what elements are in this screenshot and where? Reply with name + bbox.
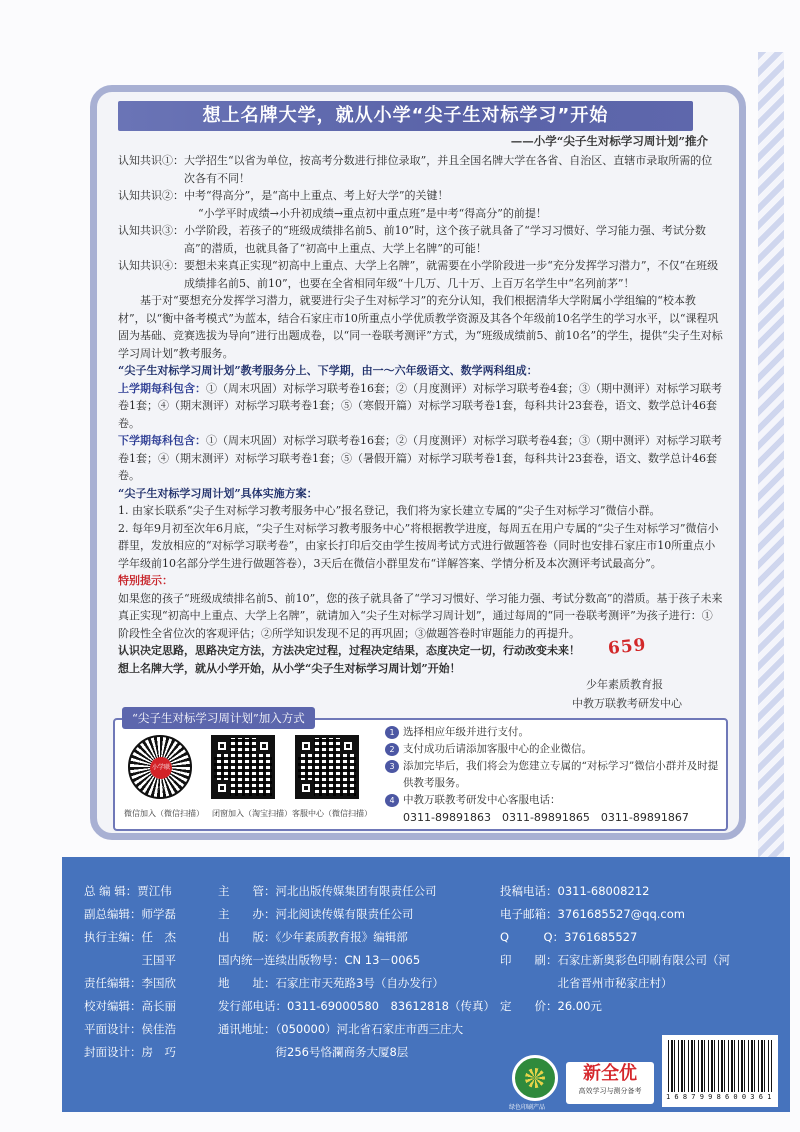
motto-2: 想上名牌大学，就从小学开始，从小学“尖子生对标学习周计划”开始！ — [118, 661, 461, 675]
green-print-badge: 绿色印刷产品 — [512, 1055, 558, 1101]
handwritten-stamp: 659 — [607, 635, 648, 659]
step-4: 4 中教万联教考研发中心客服电话： — [385, 792, 720, 809]
list-item: 1. 由家长联系“尖子生对标学习教考服务中心”报名登记，我们将为家长建立专属的“尖子生对标学习”微信小群。 — [118, 504, 661, 517]
taobao-qr[interactable] — [211, 735, 275, 799]
cognition-1: 认知共识①： 大学招生“以省为单位，按高考分数进行排位录取”，并且全国名牌大学在各省、自治区、直辖市录取所需的位次各有不同！ — [118, 154, 713, 185]
cognition-4: 认知共识④： 要想未来真正实现“初高中上重点、大学上名牌”，就需要在小学阶段进一步“充分发挥学习潜力”，不仅“在班级成绩排名前5、前10”，也要在全省相同年级“十几万、几十万、上百万名学生中“名列前茅”！ — [118, 259, 719, 290]
cognition-3: 认知共识③： 小学阶段，若孩子的“班级成绩排名前5、前10”时，这个孩子就具备了“学习习惯好、学习能力强、考试分数高”的潜质，也就具备了“初高中上重点、大学上名牌”的可能！ — [118, 224, 706, 255]
step-3: 3 添加完毕后，我们将会为您建立专属的“对标学习”微信小群并及时提供教考服务。 — [385, 758, 720, 792]
qr-caption-3: 客服中心（微信扫描） — [292, 809, 372, 818]
qr-caption-1: 微信加入（微信扫描） — [124, 809, 204, 818]
phone-numbers: 0311-89891863 0311-89891865 0311-89891867 — [403, 811, 689, 824]
footer-publisher: 主 管：河北出版传媒集团有限责任公司 主 办：河北阅读传媒有限责任公司 出 版：《少年素质教育报》编辑部 国内统一连续出版物号：CN 13－0065 地 址：石家庄市天苑路3号（自办发行） 发行部电话：0311-69000580 83612818（传真） 通讯地址：（050000）河北省石家庄市西三庄大 街256号恪瀾商务大厦8层 — [218, 884, 495, 1059]
join-steps — [385, 724, 720, 826]
footer-contact: 投稿电话：0311-68008212 电子邮箱：3761685527@qq.com Q Q：3761685527 印 刷：石家庄新奥彩色印刷有限公司（河 北省晋州市秘家庄村） 定 价：26.00元 — [500, 884, 730, 1013]
tips-text: 如果您的孩子“班级成绩排名前5、前10”，您的孩子就具备了“学习习惯好、学习能力强、考试分数高”的潜质。基于孩子未来真正实现“初高中上重点、大学上名牌”，就请加入“尖子生对标学习周计划”，通过每周的“同一卷联考测评”为孩子进行：①阶段性全省位次的客观评估；②所学知识发现不足的再巩固；③做题答卷时审题能力的再提升。 — [118, 591, 723, 640]
wechat-mini-qr[interactable] — [128, 735, 192, 799]
cognition-2: 认知共识②： 中考“得高分”，是“高中上重点、考上好大学”的关键！ — [118, 189, 449, 202]
implementation-list — [118, 502, 723, 572]
cognition-2b: “小学平时成绩→小升初成绩→重点初中重点班”是中考“得高分”的前提！ — [198, 206, 547, 220]
list-item: 2. 每年9月初至次年6月底，“尖子生对标学习教考服务中心”将根据教学进度，每周五在用户专属的“尖子生对标学习”微信小群里，发放相应的“对标学习联考卷”，由家长打印后交由学生按周考试方式进行做题答卷（同时也安排石家庄市10所重点小学年级前10名部分学生进行做题答卷），3天后在微信小群里发布“详解答案、学情分析及本次测评考试最高分”。 — [118, 521, 719, 570]
intro-line: ——小学“尖子生对标学习周计划”推介 — [510, 134, 708, 148]
signature: 少年素质教育报 中教万联教考研发中心 — [572, 678, 682, 710]
tips-heading: 特别提示： — [118, 574, 173, 587]
step-1: 1 选择相应年级并进行支付。 — [385, 724, 720, 741]
basis-paragraph: 基于对“要想充分发挥学习潜力，就要进行尖子生对标学习”的充分认知，我们根据清华大学附属小学组编的“校本教材”，以“衡中备考模式”为蓝本，结合石家庄市10所重点小学优质教学资源及其各个年级前10名学生的学习水平，以“课程巩固为基础、竞赛选拔为导向”进行出题成卷，以“同一卷联考测评”方式，为“班级成绩前5、前10名”的学生，提供“尖子生对标学习周计划”教考服务。 — [118, 294, 723, 360]
decorative-stripes — [758, 52, 784, 982]
brand-logo: 新全优 高效学习与测分备考 — [566, 1062, 654, 1104]
lower-term: 下学期每科包含：①（周末巩固）对标学习联考卷16套；②（月度测评）对标学习联考卷4套；③（期中测评）对标学习联考卷1套；④（期末测评）对标学习联考卷1套；⑤（暑假开篇）对标学习联考卷1套，每科共计23套卷，语文、数学总计46套卷。 — [118, 434, 722, 482]
barcode: 1 6 8 7 9 9 8 6 0 0 3 6 1 — [662, 1035, 778, 1107]
footer-editors: 总 编 辑：贾江伟 副总编辑：师学磊 执行主编：任 杰 王国平 责任编辑：李国欣 校对编辑：高长丽 平面设计：侯佳浩 封面设计：房 巧 — [84, 884, 176, 1059]
qr-logo: 小学联考 — [150, 757, 172, 779]
implementation-heading: “尖子生对标学习周计划”具体实施方案： — [118, 486, 318, 500]
service-qr[interactable] — [295, 735, 359, 799]
step-2: 2 支付成功后请添加客服中心的企业微信。 — [385, 741, 720, 758]
headline-banner: 想上名牌大学，就从小学“尖子生对标学习”开始 — [118, 101, 693, 131]
qr-caption-2: 闭窗加入（淘宝扫描） — [212, 809, 292, 818]
motto-1: 认识决定思路，思路决定方法，方法决定过程，过程决定结果，态度决定一切，行动改变未来！ — [118, 644, 580, 657]
upper-term: 上学期每科包含：①（周末巩固）对标学习联考卷16套；②（月度测评）对标学习联考卷4套；③（期中测评）对标学习联考卷1套；④（期末测评）对标学习联考卷1套；⑤（寒假开篇）对标学习联考卷1套，每科共计23套卷，语文、数学总计46套卷。 — [118, 381, 722, 430]
main-text — [118, 152, 723, 677]
plan-heading: “尖子生对标学习周计划”教考服务分上、下学期，由一～六年级语文、数学两科组成： — [118, 364, 538, 377]
join-title: “尖子生对标学习周计划”加入方式 — [122, 707, 315, 729]
